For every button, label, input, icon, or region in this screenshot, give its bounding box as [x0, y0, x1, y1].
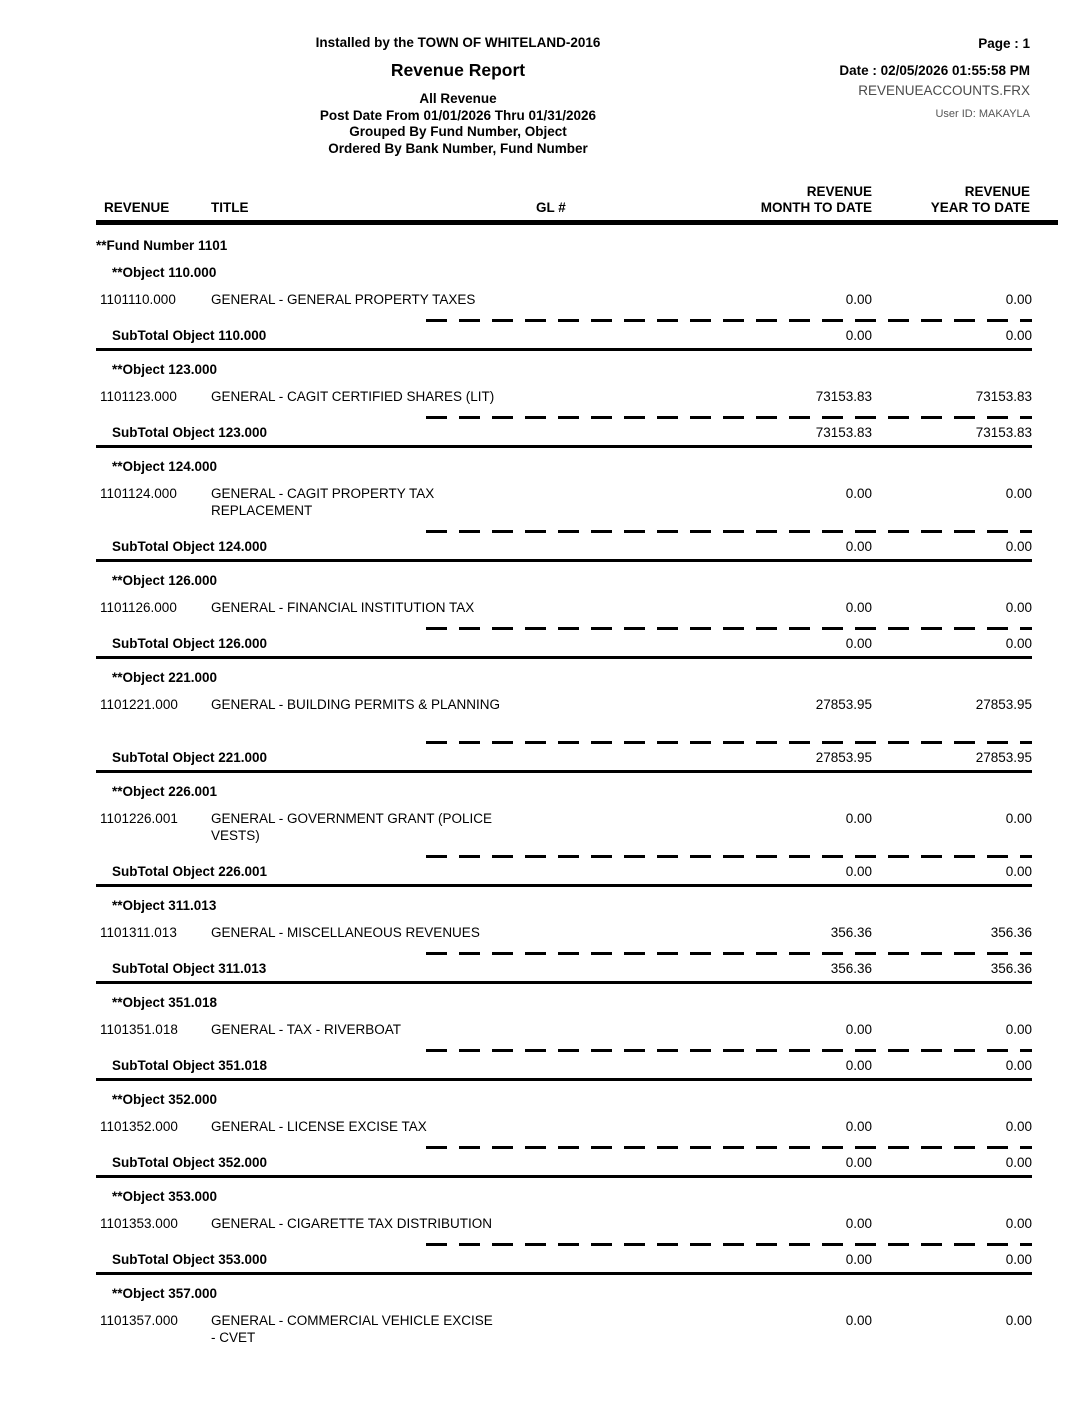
account-number: 1101357.000 [100, 1313, 178, 1328]
account-number: 1101352.000 [100, 1119, 178, 1134]
column-header-year-line2: YEAR TO DATE [930, 200, 1030, 215]
year-to-date-value: 0.00 [1005, 1216, 1032, 1231]
subtotal-month-value: 0.00 [845, 1252, 872, 1267]
subtotal-month-value: 0.00 [845, 328, 872, 343]
column-header-year-to-date [810, 184, 1030, 216]
object-header: **Object 226.001 [112, 784, 218, 799]
object-section [96, 1091, 1032, 1178]
subtotal-year-value: 356.36 [990, 961, 1032, 976]
object-section [96, 897, 1032, 984]
object-header: **Object 353.000 [112, 1189, 218, 1204]
year-to-date-value: 0.00 [1005, 1022, 1032, 1037]
report-subtitle-ordered-by: Ordered By Bank Number, Fund Number [328, 140, 588, 156]
dashed-separator [426, 855, 1032, 858]
report-header-center [96, 34, 820, 157]
report-header [0, 0, 1088, 176]
column-header-revenue: REVENUE [104, 200, 170, 215]
report-title: Revenue Report [390, 60, 526, 80]
subtotal-row [96, 635, 1032, 659]
report-date-label: Date : 02/05/2026 01:55:58 PM [839, 63, 1030, 78]
month-to-date-value: 0.00 [845, 600, 872, 615]
subtotal-label: SubTotal Object 110.000 [112, 328, 267, 343]
column-header-title: TITLE [211, 200, 249, 215]
revenue-detail-row [96, 696, 1032, 713]
subtotal-row [96, 327, 1032, 351]
installed-by-line: Installed by the TOWN OF WHITELAND-2016 [315, 35, 601, 50]
column-header-month-line2: MONTH TO DATE [760, 200, 872, 215]
account-number: 1101311.013 [100, 925, 177, 940]
subtotal-row [96, 1154, 1032, 1178]
revenue-detail-row [96, 485, 1032, 519]
year-to-date-value: 356.36 [990, 925, 1032, 940]
account-number: 1101126.000 [100, 600, 177, 615]
page-number-label: Page : 1 [978, 36, 1030, 51]
subtotal-year-value: 0.00 [1005, 864, 1032, 879]
account-number: 1101110.000 [100, 292, 176, 307]
dashed-separator [426, 627, 1032, 630]
subtotal-year-value: 0.00 [1005, 1155, 1032, 1170]
column-headers [96, 176, 1032, 218]
month-to-date-value: 0.00 [845, 1216, 872, 1231]
subtotal-label: SubTotal Object 221.000 [112, 750, 268, 765]
dashed-separator [426, 530, 1032, 533]
year-to-date-value: 27853.95 [975, 697, 1032, 712]
subtotal-year-value: 0.00 [1005, 328, 1032, 343]
report-subtitle-grouped-by: Grouped By Fund Number, Object [349, 124, 567, 139]
object-section [96, 1285, 1032, 1346]
object-header: **Object 357.000 [112, 1286, 218, 1301]
report-file-name: REVENUEACCOUNTS.FRX [858, 83, 1030, 98]
revenue-detail-row [96, 1021, 1032, 1038]
object-header: **Object 352.000 [112, 1092, 218, 1107]
month-to-date-value: 0.00 [845, 486, 872, 501]
object-section [96, 361, 1032, 448]
subtotal-label: SubTotal Object 123.000 [112, 425, 268, 440]
month-to-date-value: 0.00 [845, 1313, 872, 1328]
subtotal-row [96, 1251, 1032, 1275]
subtotal-row [96, 863, 1032, 887]
account-number: 1101123.000 [100, 389, 177, 404]
subtotal-month-value: 0.00 [845, 1058, 872, 1073]
subtotal-label: SubTotal Object 124.000 [112, 539, 268, 554]
subtotal-label: SubTotal Object 352.000 [112, 1155, 268, 1170]
subtotal-row [96, 749, 1032, 773]
account-title: GENERAL - FINANCIAL INSTITUTION TAX [211, 600, 475, 615]
year-to-date-value: 0.00 [1005, 1119, 1032, 1134]
subtotal-row [96, 538, 1032, 562]
account-title: GENERAL - TAX - RIVERBOAT [211, 1022, 402, 1037]
object-header: **Object 126.000 [112, 573, 218, 588]
subtotal-year-value: 0.00 [1005, 1252, 1032, 1267]
subtotal-month-value: 27853.95 [815, 750, 872, 765]
header-rule [96, 220, 1058, 225]
account-title: GENERAL - CAGIT CERTIFIED SHARES (LIT) [211, 389, 495, 404]
revenue-detail-row [96, 810, 1032, 844]
month-to-date-value: 0.00 [845, 292, 872, 307]
account-number: 1101221.000 [100, 697, 178, 712]
year-to-date-value: 0.00 [1005, 292, 1032, 307]
account-title: GENERAL - GOVERNMENT GRANT (POLICE VESTS) [211, 811, 493, 843]
revenue-detail-row [96, 599, 1032, 616]
object-section [96, 458, 1032, 562]
revenue-detail-row [96, 291, 1032, 308]
account-title: GENERAL - CIGARETTE TAX DISTRIBUTION [211, 1216, 493, 1231]
object-section [96, 669, 1032, 773]
year-to-date-value: 0.00 [1005, 1313, 1032, 1328]
dashed-separator [426, 416, 1032, 419]
month-to-date-value: 0.00 [845, 811, 872, 826]
object-header: **Object 124.000 [112, 459, 218, 474]
object-header: **Object 221.000 [112, 670, 218, 685]
report-subtitle-post-date: Post Date From 01/01/2026 Thru 01/31/2026 [319, 107, 597, 123]
year-to-date-value: 0.00 [1005, 811, 1032, 826]
month-to-date-value: 0.00 [845, 1022, 872, 1037]
report-subtitle-all-revenue: All Revenue [419, 91, 497, 106]
account-title: GENERAL - MISCELLANEOUS REVENUES [211, 925, 480, 940]
month-to-date-value: 0.00 [845, 1119, 872, 1134]
year-to-date-value: 0.00 [1005, 600, 1032, 615]
column-header-gl-number: GL # [536, 200, 566, 215]
revenue-detail-row [96, 388, 1032, 405]
revenue-detail-row [96, 1215, 1032, 1232]
report-header-right [839, 35, 1030, 123]
subtotal-year-value: 0.00 [1005, 539, 1032, 554]
subtotal-row [96, 960, 1032, 984]
account-title: GENERAL - GENERAL PROPERTY TAXES [211, 292, 476, 307]
account-number: 1101353.000 [100, 1216, 178, 1231]
account-number: 1101124.000 [100, 486, 177, 501]
account-title: GENERAL - LICENSE EXCISE TAX [211, 1119, 427, 1134]
dashed-separator [426, 319, 1032, 322]
object-section [96, 1188, 1032, 1275]
month-to-date-value: 356.36 [830, 925, 872, 940]
subtotal-label: SubTotal Object 226.001 [112, 864, 268, 879]
user-id-label: User ID: MAKAYLA [935, 108, 1030, 120]
column-header-month-line1: REVENUE [806, 184, 872, 199]
subtotal-month-value: 0.00 [845, 636, 872, 651]
subtotal-label: SubTotal Object 353.000 [112, 1252, 268, 1267]
subtotal-label: SubTotal Object 311.013 [112, 961, 267, 976]
dashed-separator [426, 1243, 1032, 1246]
object-header: **Object 123.000 [112, 362, 218, 377]
account-number: 1101351.018 [100, 1022, 178, 1037]
dashed-separator [426, 741, 1032, 744]
fund-number-header: **Fund Number 1101 [96, 238, 228, 253]
object-section [96, 994, 1032, 1081]
subtotal-month-value: 0.00 [845, 864, 872, 879]
revenue-detail-row [96, 924, 1032, 941]
account-title: GENERAL - BUILDING PERMITS & PLANNING [211, 697, 501, 712]
object-section [96, 264, 1032, 351]
object-section [96, 572, 1032, 659]
object-header: **Object 351.018 [112, 995, 218, 1010]
object-section [96, 783, 1032, 887]
account-title: GENERAL - COMMERCIAL VEHICLE EXCISE - CVET [211, 1313, 493, 1345]
object-header: **Object 311.013 [112, 898, 217, 913]
report-body [96, 176, 1032, 1346]
subtotal-year-value: 27853.95 [975, 750, 1032, 765]
dashed-separator [426, 1146, 1032, 1149]
subtotal-year-value: 73153.83 [975, 425, 1032, 440]
dashed-separator [426, 952, 1032, 955]
revenue-detail-row [96, 1118, 1032, 1135]
subtotal-month-value: 73153.83 [815, 425, 872, 440]
revenue-detail-row [96, 1312, 1032, 1346]
subtotal-year-value: 0.00 [1005, 636, 1032, 651]
object-sections-container [96, 264, 1032, 1346]
subtotal-row [96, 1057, 1032, 1081]
subtotal-label: SubTotal Object 126.000 [112, 636, 268, 651]
subtotal-month-value: 0.00 [845, 539, 872, 554]
month-to-date-value: 27853.95 [815, 697, 872, 712]
month-to-date-value: 73153.83 [815, 389, 872, 404]
object-header: **Object 110.000 [112, 265, 217, 280]
year-to-date-value: 0.00 [1005, 486, 1032, 501]
column-header-year-line1: REVENUE [964, 184, 1030, 199]
account-number: 1101226.001 [100, 811, 178, 826]
year-to-date-value: 73153.83 [975, 389, 1032, 404]
subtotal-row [96, 424, 1032, 448]
subtotal-year-value: 0.00 [1005, 1058, 1032, 1073]
account-title: GENERAL - CAGIT PROPERTY TAX REPLACEMENT [211, 486, 435, 518]
dashed-separator [426, 1049, 1032, 1052]
subtotal-label: SubTotal Object 351.018 [112, 1058, 268, 1073]
subtotal-month-value: 0.00 [845, 1155, 872, 1170]
subtotal-month-value: 356.36 [830, 961, 872, 976]
